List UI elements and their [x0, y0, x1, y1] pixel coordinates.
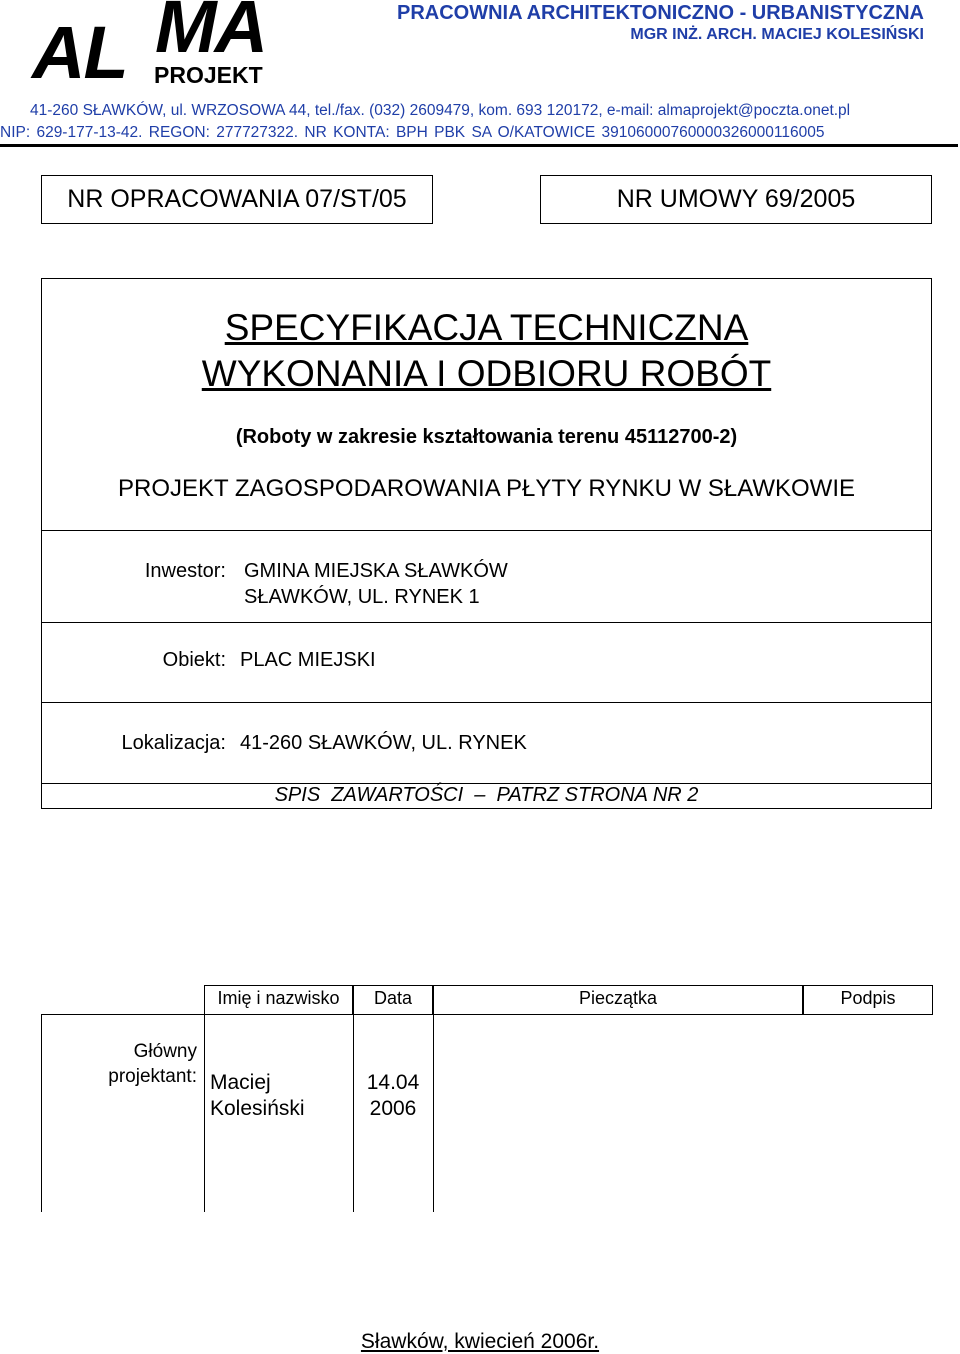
sig-date: [353, 1070, 433, 1123]
document-title-line1: SPECYFIKACJA TECHNICZNA: [224, 307, 749, 348]
sig-date-day: 14.04: [366, 1071, 420, 1094]
sig-first-name: Maciej: [210, 1071, 271, 1094]
sig-header-date: Data: [373, 988, 413, 1008]
elaboration-number: NR OPRACOWANIA 07/ST/05: [67, 185, 407, 213]
investor-name: GMINA MIEJSKA SŁAWKÓW: [244, 560, 508, 582]
firm-owner: MGR INŻ. ARCH. MACIEJ KOLESIŃSKI: [630, 26, 924, 43]
investor-label: Inwestor:: [144, 560, 226, 582]
investor-address: SŁAWKÓW, UL. RYNEK 1: [244, 586, 480, 608]
location-label: Lokalizacja:: [121, 732, 226, 754]
sig-header-sign: Podpis: [840, 988, 896, 1008]
firm-registration: NIP: 629-177-13-42. REGON: 277727322. NR KONTA: BPH PBK SA O/KATOWICE 39106000760000326000116005: [0, 124, 825, 141]
divider: [41, 622, 932, 623]
logo-projekt-text: PROJEKT: [154, 62, 263, 88]
logo-al-text: AL: [32, 11, 127, 94]
divider: [41, 702, 932, 703]
logo-ma-text: MA: [155, 0, 267, 68]
sig-last-name: Kolesiński: [210, 1097, 305, 1121]
header-divider: [0, 144, 958, 147]
object-label: Obiekt:: [162, 649, 226, 671]
document-subtitle: (Roboty w zakresie kształtowania terenu 45112700-2): [235, 426, 738, 448]
sig-table-border: [204, 1014, 205, 1212]
sig-table-border: [433, 1014, 434, 1212]
contents-note: SPIS ZAWARTOŚCI – PATRZ STRONA NR 2: [274, 784, 699, 806]
sig-role: [41, 1040, 197, 1089]
sig-header-stamp: Pieczątka: [578, 988, 658, 1008]
sig-table-border: [41, 1014, 933, 1015]
divider: [41, 530, 932, 531]
firm-address: 41-260 SŁAWKÓW, ul. WRZOSOWA 44, tel./fax. (032) 2609479, kom. 693 120172, e-mail: almaprojekt@poczta.onet.pl: [30, 102, 851, 119]
contract-number: NR UMOWY 69/2005: [616, 185, 856, 213]
location-value: 41-260 SŁAWKÓW, UL. RYNEK: [240, 732, 527, 754]
firm-name: PRACOWNIA ARCHITEKTONICZNO - URBANISTYCZNA: [396, 2, 924, 24]
sig-role-line1: Główny: [133, 1041, 197, 1062]
company-logo: [30, 0, 290, 92]
sig-role-line2: projektant:: [108, 1065, 197, 1087]
sig-person-name: [210, 1070, 305, 1123]
object-value: PLAC MIEJSKI: [240, 649, 376, 671]
sig-header-name: Imię i nazwisko: [217, 988, 340, 1008]
sig-date-year: 2006: [369, 1097, 417, 1121]
place-date: Sławków, kwiecień 2006r.: [360, 1330, 600, 1353]
contract-number-box: [540, 175, 932, 224]
document-title-line2: WYKONANIA I ODBIORU ROBÓT: [201, 353, 772, 394]
project-name: PROJEKT ZAGOSPODAROWANIA PŁYTY RYNKU W SŁAWKOWIE: [117, 475, 856, 502]
elaboration-number-box: [41, 175, 433, 224]
